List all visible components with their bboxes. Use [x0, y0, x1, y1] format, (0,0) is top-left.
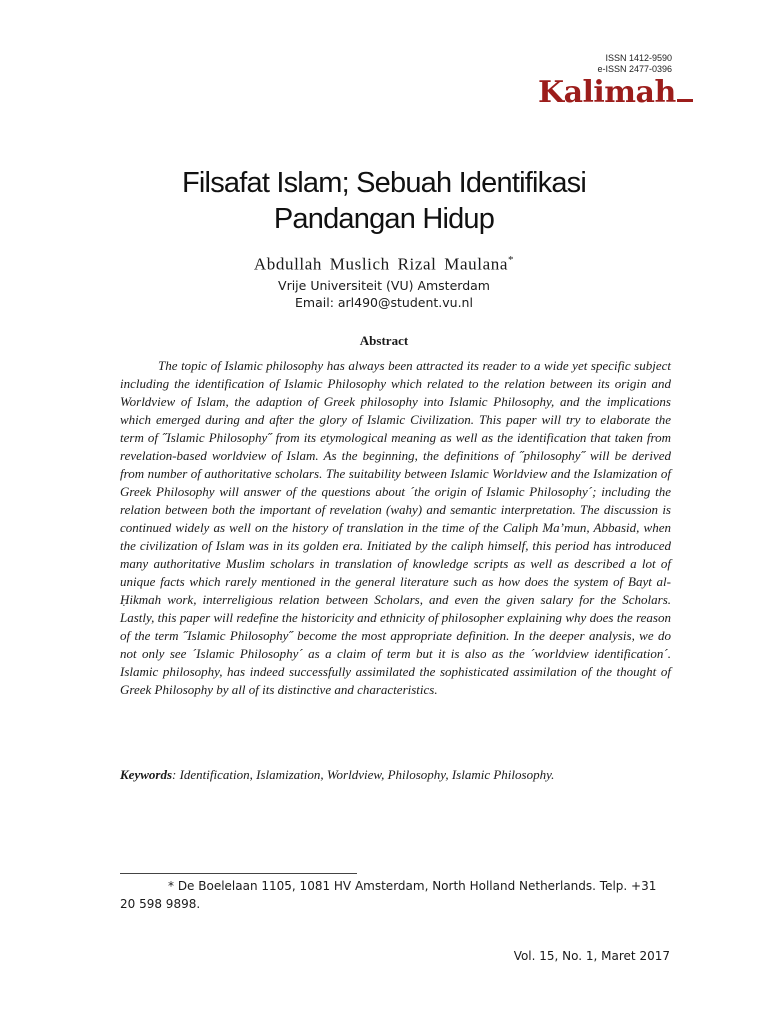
paper-title — [0, 165, 768, 237]
footnote: * De Boelelaan 1105, 1081 HV Amsterdam, North Holland Netherlands. Telp. +31 20 598 9898. — [120, 879, 657, 911]
issn-electronic: e-ISSN 2477-0396 — [597, 64, 672, 74]
abstract-text: The topic of Islamic philosophy has always been attracted its reader to a wide yet specific subject including the identification of Islamic Philosophy which related to the relation between its origin and Worldview of Islam, the adaption of Greek philosophy into Islamic Philosophy, and the implications which emerged during and after the glory of Islamic Civilization. This paper will try to elaborate the term of ˝Islamic Philosophy˝ from its etymological meaning as well as the identification that taken from revelation-based worldview of Islam. As the beginning, the definitions of ˝philosophy˝ will be derived from number of authoritative scholars. The suitability between Islamic Worldview and the Islamization of Greek Philosophy will answer of the questions about ´the origin of Islamic Philosophy´; including the relation between both the important of revelation (wahy) and semantic interpretation. The discussion is continued widely as well on the history of translation in the time of the Caliph Ma’mun, Abbasid, when the civilization of Islam was in its golden era. Initiated by the caliph himself, this period has introduced many authoritative Muslim scholars in translation of knowledge scripts as well as described a lot of unique facts which rarely mentioned in the general literature such as how does the system of Bayt al-Ḥikmah work, interreligious relation between Scholars, and even the given salary for the Scholars. Lastly, this paper will redefine the historicity and ethnicity of philosopher explaining why does the reason of the term ˝Islamic Philosophy˝ become the most appropriate definition. In the deeper analysis, we do not only see ´Islamic Philosophy´ as a claim of term but it is also as the ´worldview identification´. Islamic philosophy, has indeed successfully assimilated the sophisticated assimilation of the thought of Greek Philosophy by all of its distinctive and characteristics. — [120, 358, 671, 697]
keywords-value: : Identification, Islamization, Worldview, Philosophy, Islamic Philosophy. — [172, 767, 555, 782]
footnote-divider — [120, 873, 357, 874]
author-line — [0, 254, 768, 275]
abstract-heading: Abstract — [359, 333, 409, 348]
journal-logo — [538, 76, 693, 110]
issue-footer: Vol. 15, No. 1, Maret 2017 — [513, 949, 670, 963]
affiliation: Vrije Universiteit (VU) Amsterdam — [278, 278, 490, 293]
keywords-label: Keywords — [120, 767, 172, 782]
paper-title-line-2: Pandangan Hidup — [273, 203, 495, 235]
issn-print: ISSN 1412-9590 — [605, 53, 672, 63]
affiliation-block — [0, 277, 768, 311]
issn-block — [597, 53, 672, 75]
keywords-line — [120, 766, 671, 784]
logo-underline — [677, 99, 693, 102]
author-name: Abdullah Muslich Rizal Maulana — [253, 254, 508, 274]
author-email: Email: arl490@student.vu.nl — [295, 295, 473, 310]
paper-title-line-1: Filsafat Islam; Sebuah Identifikasi — [182, 167, 586, 199]
author-footnote-marker: * — [507, 254, 515, 266]
journal-logo-text: Kalimah — [538, 75, 676, 110]
